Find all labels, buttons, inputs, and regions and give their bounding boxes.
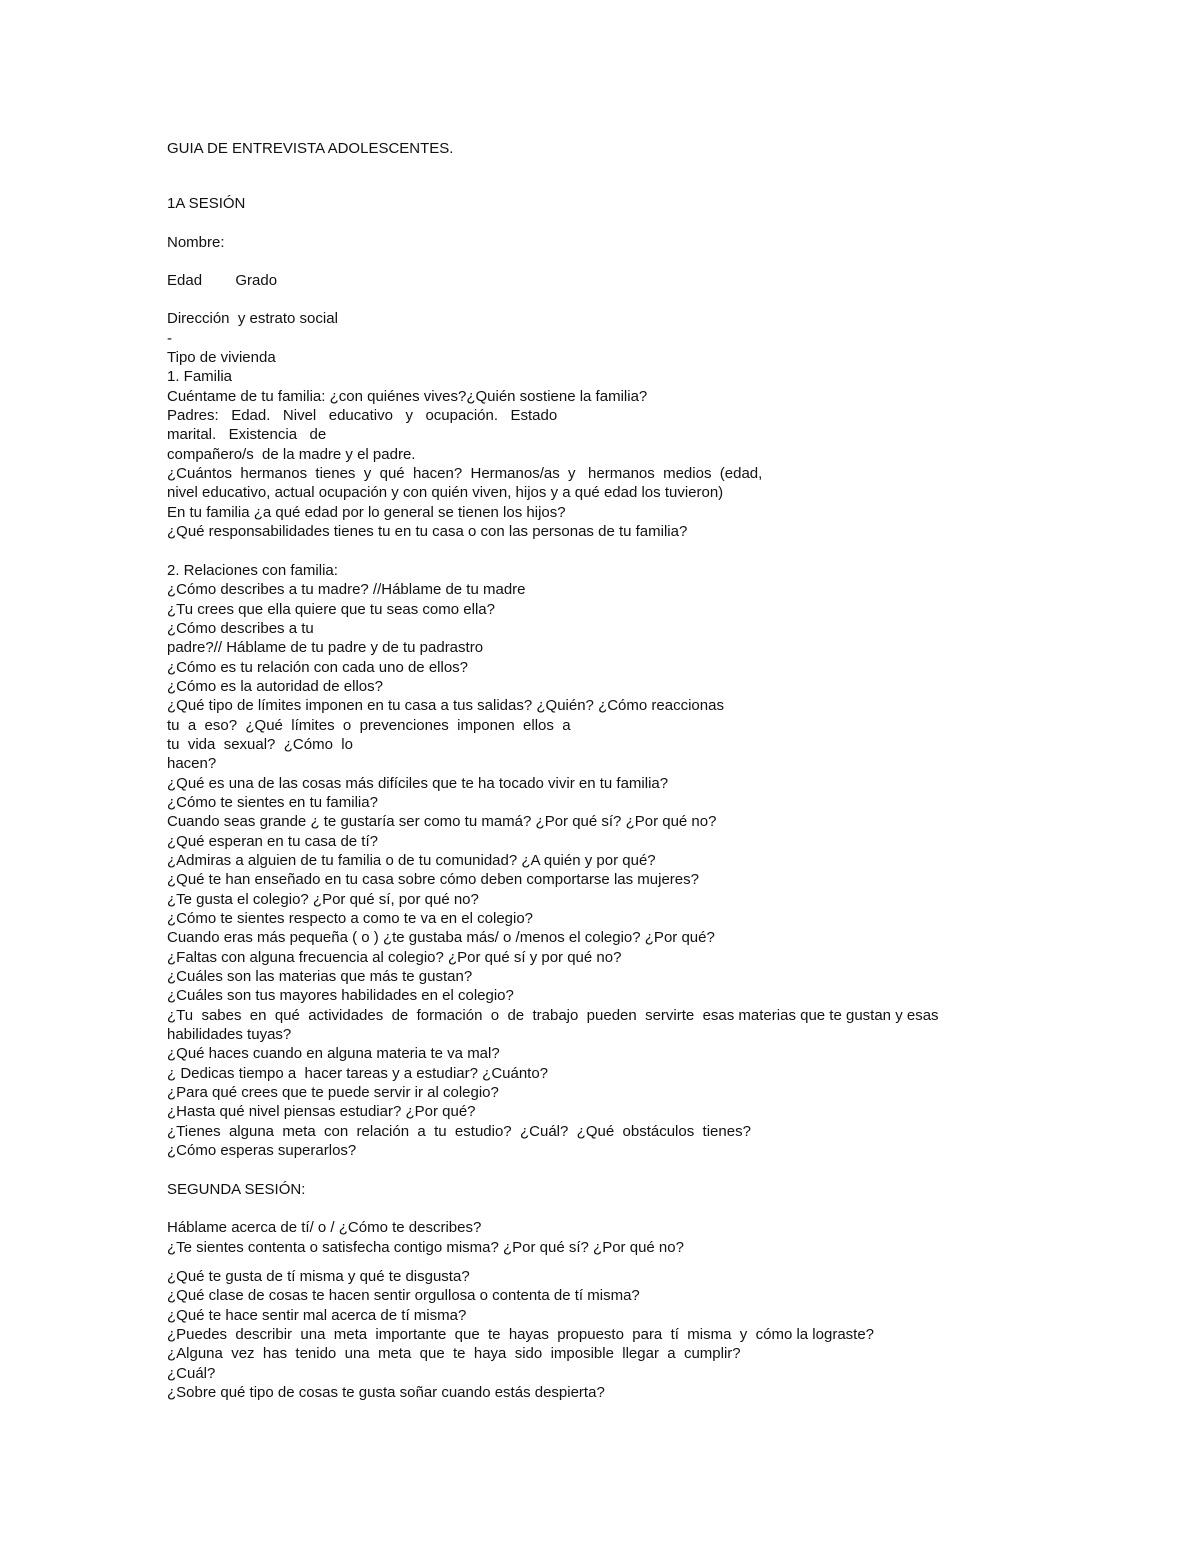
question-line: ¿Qué te gusta de tí misma y qué te disgusta?: [167, 1267, 470, 1285]
document-body: [167, 139, 1047, 1402]
dash-line: -: [167, 329, 172, 347]
question-line: ¿Para qué crees que te puede servir ir al colegio?: [167, 1084, 499, 1102]
question-line: ¿Cómo es la autoridad de ellos?: [167, 677, 383, 695]
section1-heading: 1. Familia: [167, 368, 233, 386]
question-line: tu vida sexual? ¿Cómo lo: [167, 735, 353, 753]
question-line: ¿Qué responsabilidades tienes tu en tu casa o con las personas de tu familia?: [167, 523, 688, 541]
question-line: ¿Alguna vez has tenido una meta que te haya sido imposible llegar a cumplir?: [167, 1345, 741, 1363]
question-line: ¿ Dedicas tiempo a hacer tareas y a estudiar? ¿Cuánto?: [167, 1064, 549, 1082]
question-line: ¿Qué clase de cosas te hacen sentir orgullosa o contenta de tí misma?: [167, 1287, 640, 1305]
question-line: hacen?: [167, 755, 217, 773]
question-line: En tu familia ¿a qué edad por lo general se tienen los hijos?: [167, 503, 566, 521]
question-line: ¿Tienes alguna meta con relación a tu estudio? ¿Cuál? ¿Qué obstáculos tienes?: [167, 1122, 751, 1140]
question-line: ¿Qué haces cuando en alguna materia te va mal?: [167, 1045, 500, 1063]
session2-questions-a: [167, 1218, 1047, 1257]
question-line: ¿Cuál?: [167, 1364, 216, 1382]
vivienda-field: Tipo de vivienda: [167, 349, 276, 367]
nombre-field: Nombre:: [167, 233, 225, 251]
question-line: ¿Qué es una de las cosas más difíciles que te ha tocado vivir en tu familia?: [167, 774, 669, 792]
session1-heading: 1A SESIÓN: [167, 195, 246, 213]
question-line: ¿Cómo te sientes respecto a como te va en el colegio?: [167, 910, 534, 928]
question-line: ¿Cuáles son las materias que más te gustan?: [167, 968, 473, 986]
question-line: marital. Existencia de: [167, 426, 327, 444]
question-line: ¿Cómo describes a tu: [167, 619, 314, 637]
question-line: ¿Admiras a alguien de tu familia o de tu comunidad? ¿A quién y por qué?: [167, 852, 656, 869]
question-line: ¿Qué te hace sentir mal acerca de tí misma?: [167, 1306, 467, 1324]
question-line: ¿Cómo es tu relación con cada uno de ellos?: [167, 658, 469, 676]
question-line: ¿Tu sabes en qué actividades de formación o de trabajo pueden servirte esas materias que te gustan y esas: [167, 1006, 939, 1024]
question-line: ¿Te sientes contenta o satisfecha contigo misma? ¿Por qué sí? ¿Por qué no?: [167, 1238, 684, 1256]
question-line: tu a eso? ¿Qué límites o prevenciones imponen ellos a: [167, 716, 571, 734]
question-line: compañero/s de la madre y el padre.: [167, 445, 416, 463]
question-line: ¿Cómo esperas superarlos?: [167, 1142, 357, 1160]
session2-questions-b: [167, 1267, 1047, 1402]
question-line: ¿Faltas con alguna frecuencia al colegio? ¿Por qué sí y por qué no?: [167, 948, 622, 966]
question-line: ¿Cómo te sientes en tu familia?: [167, 793, 378, 811]
question-line: ¿Tu crees que ella quiere que tu seas como ella?: [167, 600, 495, 618]
direccion-field: Dirección y estrato social: [167, 310, 338, 328]
question-line: nivel educativo, actual ocupación y con quién viven, hijos y a qué edad los tuvieron): [167, 484, 724, 502]
question-line: Cuando seas grande ¿ te gustaría ser como tu mamá? ¿Por qué sí? ¿Por qué no?: [167, 813, 717, 831]
question-line: habilidades tuyas?: [167, 1026, 292, 1044]
question-line: Cuéntame de tu familia: ¿con quiénes vives?¿Quién sostiene la familia?: [167, 387, 648, 405]
question-line: ¿Qué tipo de límites imponen en tu casa a tus salidas? ¿Quién? ¿Cómo reaccionas: [167, 697, 724, 715]
question-line: ¿Hasta qué nivel piensas estudiar? ¿Por qué?: [167, 1103, 476, 1121]
question-line: Padres: Edad. Nivel educativo y ocupación. Estado: [167, 407, 558, 425]
question-line: Háblame acerca de tí/ o / ¿Cómo te describes?: [167, 1219, 482, 1237]
question-line: ¿Cuáles son tus mayores habilidades en el colegio?: [167, 987, 514, 1005]
section2-questions: [167, 580, 1047, 1160]
session2-heading: SEGUNDA SESIÓN:: [167, 1180, 306, 1198]
question-line: ¿Puedes describir una meta importante que te hayas propuesto para tí misma y cómo la lograste?: [167, 1325, 875, 1343]
question-line: ¿Qué te han enseñado en tu casa sobre cómo deben comportarse las mujeres?: [167, 871, 699, 889]
question-line: ¿Qué esperan en tu casa de tí?: [167, 832, 378, 850]
question-line: ¿Cuántos hermanos tienes y qué hacen? Hermanos/as y hermanos medios (edad,: [167, 465, 763, 483]
document-title: GUIA DE ENTREVISTA ADOLESCENTES.: [167, 140, 454, 157]
question-line: ¿Cómo describes a tu madre? //Háblame de tu madre: [167, 581, 526, 599]
question-line: padre?// Háblame de tu padre y de tu padrastro: [167, 639, 484, 657]
question-line: ¿Sobre qué tipo de cosas te gusta soñar cuando estás despierta?: [167, 1383, 605, 1401]
section2-heading: 2. Relaciones con familia:: [167, 561, 338, 579]
question-line: Cuando eras más pequeña ( o ) ¿te gustaba más/ o /menos el colegio? ¿Por qué?: [167, 929, 715, 947]
section1-questions: [167, 387, 1047, 542]
edad-grado-field: Edad Grado: [167, 272, 278, 290]
question-line: ¿Te gusta el colegio? ¿Por qué sí, por qué no?: [167, 890, 479, 908]
